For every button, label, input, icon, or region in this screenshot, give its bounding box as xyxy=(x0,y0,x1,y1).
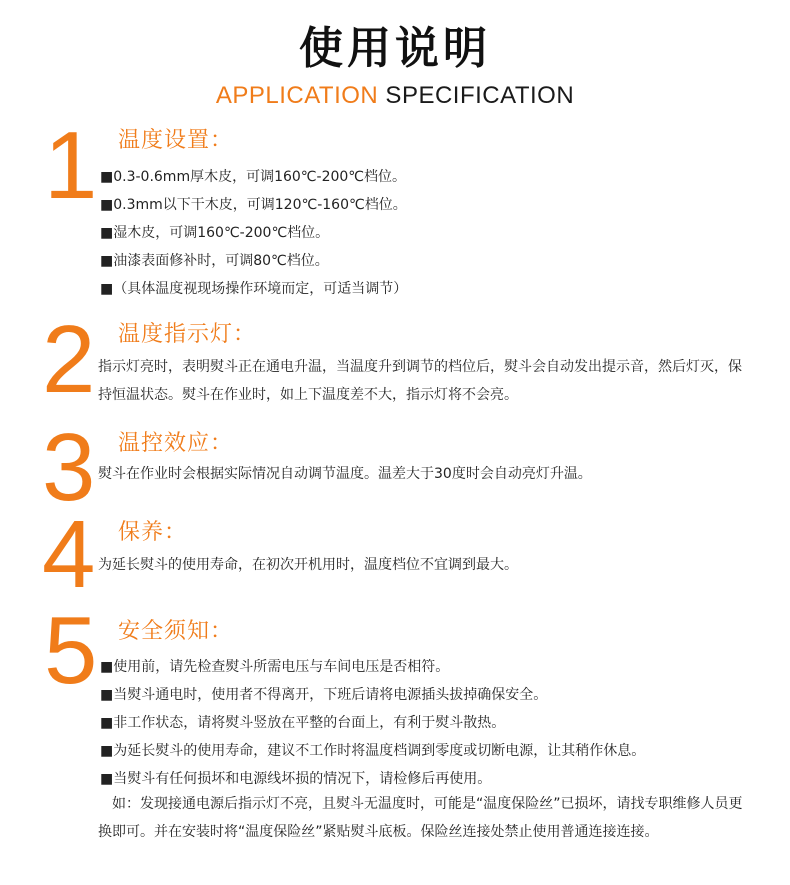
section-2-number: 2 xyxy=(42,306,96,413)
section-5-line-5: ■当熨斗有任何损坏和电源线坏损的情况下，请检修后再使用。 xyxy=(100,771,492,787)
section-3-paragraph: 熨斗在作业时会根据实际情况自动调节温度。温差大于30度时会自动亮灯升温。 xyxy=(98,466,592,482)
section-1-number: 1 xyxy=(44,112,98,219)
section-5-number: 5 xyxy=(44,597,98,704)
section-1-line-3: ■湿木皮，可调160℃-200℃档位。 xyxy=(100,225,330,241)
section-5-heading: 安全须知： xyxy=(118,619,234,644)
section-5-line-2: ■当熨斗通电时，使用者不得离开，下班后请将电源插头拔掉确保安全。 xyxy=(100,687,548,703)
section-3-number: 3 xyxy=(42,414,96,521)
page-subtitle xyxy=(0,82,790,110)
section-1-line-1: ■0.3-0.6mm厚木皮，可调160℃-200℃档位。 xyxy=(100,169,407,185)
section-2-paragraph: 指示灯亮时，表明熨斗正在通电升温，当温度升到调节的档位后，熨斗会自动发出提示音，然后灯灭，保持恒温状态。熨斗在作业时，如上下温度差不大，指示灯将不会亮。 xyxy=(98,359,742,403)
section-5-line-1: ■使用前，请先检查熨斗所需电压与车间电压是否相符。 xyxy=(100,659,450,675)
subtitle-specification: SPECIFICATION xyxy=(378,82,575,109)
section-1-line-4: ■油漆表面修补时，可调80℃档位。 xyxy=(100,253,329,269)
section-5-note: 如：发现接通电源后指示灯不亮，且熨斗无温度时，可能是“温度保险丝”已损坏，请找专职维修人员更换即可。并在安装时将“温度保险丝”紧贴熨斗底板。保险丝连接处禁止使用普通连接连接。 xyxy=(98,796,743,840)
subtitle-application: APPLICATION xyxy=(215,82,379,109)
section-1-line-2: ■0.3mm以下干木皮，可调120℃-160℃档位。 xyxy=(100,197,407,213)
section-4-heading: 保养： xyxy=(118,520,188,545)
section-5-line-3: ■非工作状态，请将熨斗竖放在平整的台面上，有利于熨斗散热。 xyxy=(100,715,506,731)
section-1-line-5: ■（具体温度视现场操作环境而定，可适当调节） xyxy=(100,281,408,297)
section-5-line-4: ■为延长熨斗的使用寿命，建议不工作时将温度档调到零度或切断电源，让其稍作休息。 xyxy=(100,743,646,759)
section-4-paragraph: 为延长熨斗的使用寿命，在初次开机用时，温度档位不宜调到最大。 xyxy=(98,557,518,573)
section-3-heading: 温控效应： xyxy=(118,431,234,456)
section-1-heading: 温度设置： xyxy=(118,128,234,153)
page-title: 使用说明 xyxy=(299,23,491,74)
section-4-number: 4 xyxy=(42,501,96,608)
section-2-heading: 温度指示灯： xyxy=(118,322,257,347)
